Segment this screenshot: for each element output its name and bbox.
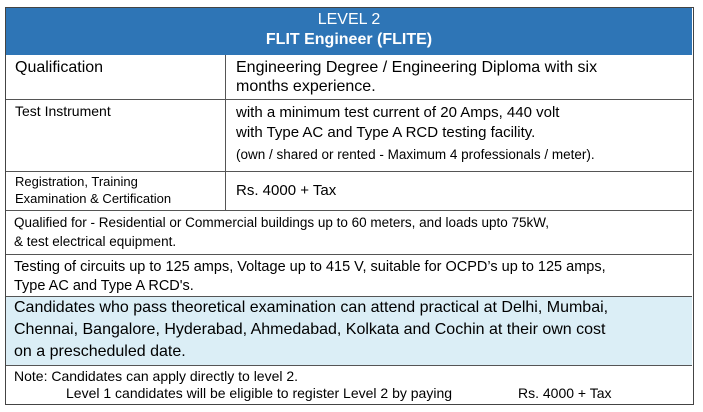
fees-value: Rs. 4000 + Tax — [236, 182, 337, 199]
course-title: FLIT Engineer (FLITE) — [265, 31, 433, 48]
candidates-line1: Candidates who pass theoretical examination can attend practical at Delhi, Mumbai, — [14, 299, 609, 316]
testing-row — [6, 255, 692, 297]
candidates-line3: on a prescheduled date. — [14, 343, 186, 360]
table-header — [6, 8, 692, 55]
test-instrument-row — [6, 100, 692, 172]
qualification-value-line2: months experience. — [236, 78, 376, 95]
fees-value-cell — [227, 172, 692, 210]
qualified-for-line2: & test electrical equipment. — [14, 234, 177, 249]
test-instrument-line3: (own / shared or rented - Maximum 4 professionals / meter). — [236, 147, 595, 162]
test-instrument-label: Test Instrument — [15, 103, 111, 119]
note-line1: Note: Candidates can apply directly to level 2. — [14, 368, 299, 384]
level-label: LEVEL 2 — [317, 11, 381, 28]
testing-line2: Type AC and Type A RCD's. — [14, 278, 194, 294]
qualification-value-cell — [227, 55, 692, 99]
qualification-label: Qualification — [15, 59, 104, 76]
testing-line1: Testing of circuits up to 125 amps, Voltage up to 415 V, suitable for OCPD’s up to 125 amps, — [14, 259, 606, 275]
qualified-for-row — [6, 211, 692, 255]
fees-label-line2: Examination & Certification — [15, 191, 172, 206]
qualification-row — [6, 55, 692, 100]
note-amount: Rs. 4000 + Tax — [518, 385, 612, 401]
note-line2: Level 1 candidates will be eligible to register Level 2 by paying — [66, 385, 453, 401]
test-instrument-line2: with Type AC and Type A RCD testing facility. — [236, 124, 536, 141]
candidates-row — [6, 297, 692, 366]
note-row — [6, 366, 692, 404]
test-instrument-value-cell — [227, 100, 692, 171]
test-instrument-line1: with a minimum test current of 20 Amps, 440 volt — [236, 104, 560, 121]
candidates-line2: Chennai, Bangalore, Hyderabad, Ahmedabad, Kolkata and Cochin at their own cost — [14, 321, 606, 338]
qualified-for-line1: Qualified for - Residential or Commercial buildings up to 60 meters, and loads upto 75kW, — [14, 215, 550, 230]
qualification-label-cell — [6, 55, 226, 99]
fees-label-line1: Registration, Training — [15, 174, 138, 189]
fees-row — [6, 172, 692, 211]
qualification-value-line1: Engineering Degree / Engineering Diploma with six — [236, 59, 598, 76]
fees-label-cell — [6, 172, 226, 210]
test-instrument-label-cell — [6, 100, 226, 171]
